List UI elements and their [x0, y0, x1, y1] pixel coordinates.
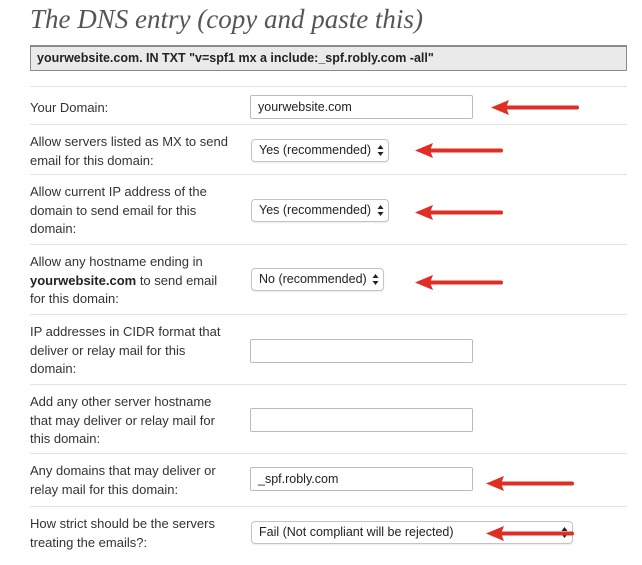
row-allow-mx — [30, 124, 627, 174]
domains-label: Any domains that may deliver or relay mail for this domain: — [30, 463, 216, 497]
row-allow-hostname — [30, 244, 627, 314]
select-updown-icon — [372, 273, 379, 286]
strict-label: How strict should be the servers treating the emails?: — [30, 516, 215, 550]
allow-ip-select-value: Yes (recommended) — [259, 203, 372, 217]
row-allow-ip — [30, 174, 627, 244]
red-arrow-icon — [413, 274, 503, 290]
select-updown-icon — [377, 144, 384, 157]
cidr-label: IP addresses in CIDR format that deliver or relay mail for this domain: — [30, 324, 221, 377]
allow-ip-select[interactable] — [251, 199, 389, 222]
allow-hostname-select[interactable] — [251, 268, 384, 291]
hostname-bold: yourwebsite.com — [30, 272, 137, 288]
dns-entry-box[interactable]: yourwebsite.com. IN TXT "v=spf1 mx a include:_spf.robly.com -all" — [30, 45, 627, 71]
cidr-input[interactable] — [250, 339, 473, 363]
allow-hostname-select-value: No (recommended) — [259, 272, 367, 286]
select-updown-icon — [377, 204, 384, 217]
strict-select-value: Fail (Not compliant will be rejected) — [259, 525, 454, 539]
allow-mx-select-value: Yes (recommended) — [259, 143, 372, 157]
domains-input[interactable]: _spf.robly.com — [250, 467, 473, 491]
red-arrow-icon — [489, 99, 579, 115]
allow-ip-label: Allow current IP address of the domain to send email for this domain: — [30, 184, 207, 237]
allow-mx-label: Allow servers listed as MX to send email for this domain: — [30, 134, 228, 168]
other-host-input[interactable] — [250, 408, 473, 432]
red-arrow-icon — [484, 475, 574, 491]
allow-mx-select[interactable] — [251, 139, 389, 162]
row-cidr — [30, 314, 627, 384]
red-arrow-icon — [413, 142, 503, 158]
page-title: The DNS entry (copy and paste this) — [30, 4, 423, 34]
row-other-host — [30, 384, 627, 453]
red-arrow-icon — [413, 204, 503, 220]
other-host-label: Add any other server hostname that may deliver or relay mail for this domain: — [30, 394, 215, 447]
your-domain-label: Your Domain: — [30, 100, 109, 115]
allow-hostname-label: Allow any hostname ending in yourwebsite.com to send email for this domain: — [30, 254, 218, 307]
your-domain-input[interactable]: yourwebsite.com — [250, 95, 473, 119]
red-arrow-icon — [484, 525, 574, 541]
